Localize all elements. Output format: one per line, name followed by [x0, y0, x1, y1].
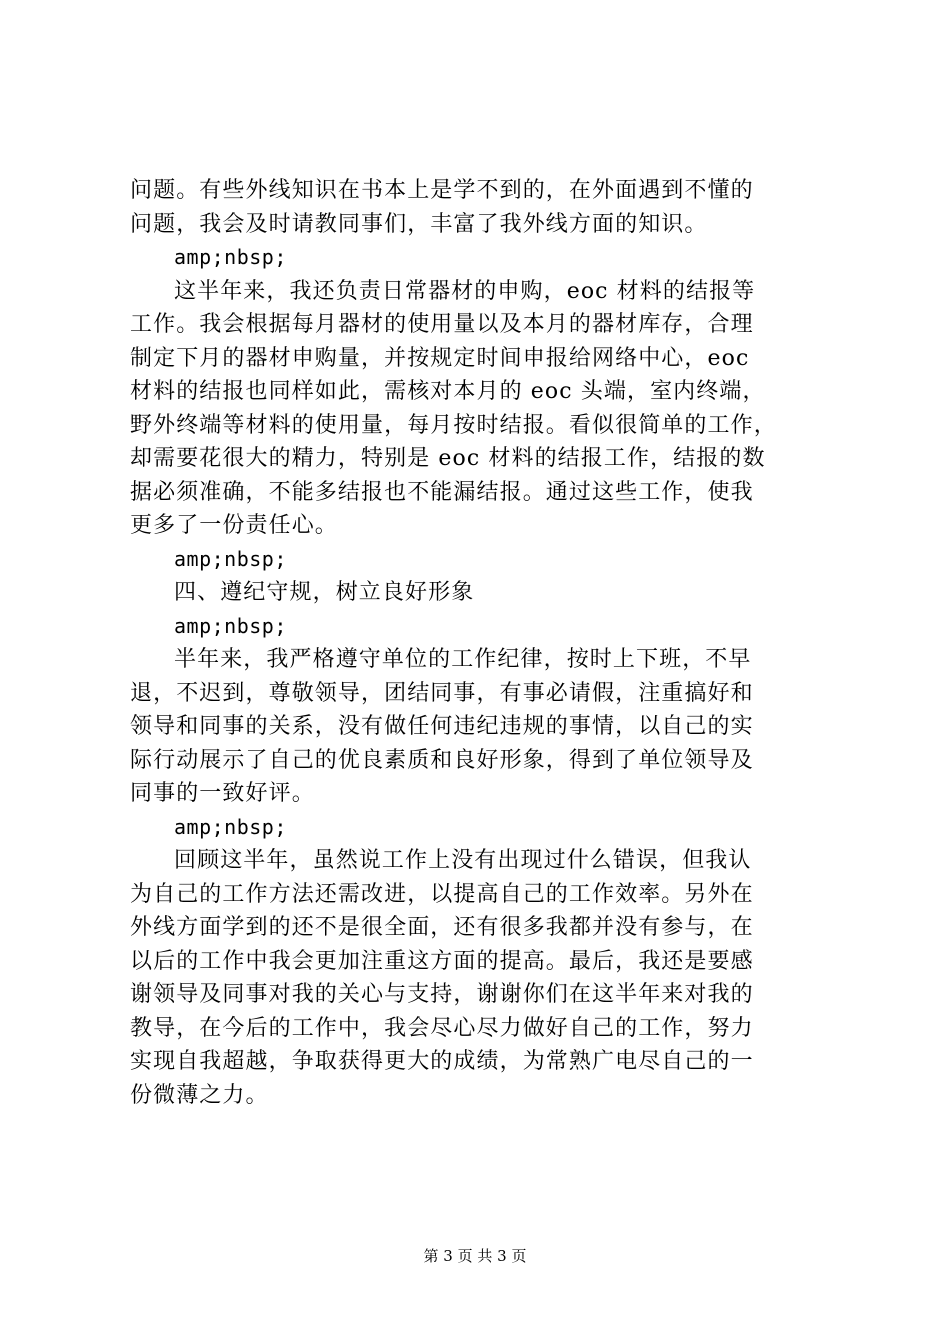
paragraph-line: 工作。我会根据每月器材的使用量以及本月的器材库存，合理: [130, 312, 754, 337]
paragraph-line: 外线方面学到的还不是很全面，还有很多我都并没有参与，在: [130, 915, 754, 940]
paragraph-line: 却需要花很大的精力，特别是 eoc 材料的结报工作，结报的数: [130, 446, 766, 471]
paragraph-line: 材料的结报也同样如此，需核对本月的 eoc 头端，室内终端，: [130, 379, 766, 404]
paragraph-line: 问题。有些外线知识在书本上是学不到的，在外面遇到不懂的: [130, 178, 754, 203]
paragraph-line: 教导，在今后的工作中，我会尽心尽力做好自己的工作，努力: [130, 1015, 754, 1041]
paragraph-line: 实现自我超越，争取获得更大的成绩，为常熟广电尽自己的一: [130, 1049, 754, 1074]
paragraph-line: 野外终端等材料的使用量，每月按时结报。看似很简单的工作，: [130, 412, 777, 438]
nbsp-artifact-line: amp;nbsp;: [174, 245, 287, 269]
paragraph-line: 这半年来，我还负责日常器材的申购，eoc 材料的结报等: [174, 278, 756, 304]
paragraph-line: 际行动展示了自己的优良素质和良好形象，得到了单位领导及: [130, 747, 754, 773]
paragraph-line: 份微薄之力。: [130, 1082, 269, 1108]
document-body: [130, 174, 830, 1112]
page-footer: 第 3 页 共 3 页: [423, 1247, 527, 1265]
paragraph-line: 为自己的工作方法还需改进，以提高自己的工作效率。另外在: [130, 881, 754, 907]
paragraph-line: 据必须准确，不能多结报也不能漏结报。通过这些工作，使我: [130, 479, 754, 505]
paragraph-line: 问题，我会及时请教同事们，丰富了我外线方面的知识。: [130, 211, 708, 237]
paragraph-line: 同事的一致好评。: [130, 781, 315, 806]
paragraph-line: 四、遵纪守规，树立良好形象: [174, 580, 475, 605]
paragraph-line: 更多了一份责任心。: [130, 513, 338, 538]
paragraph-line: 以后的工作中我会更加注重这方面的提高。最后，我还是要感: [130, 948, 754, 974]
nbsp-artifact-line: amp;nbsp;: [174, 546, 287, 571]
paragraph-line: 谢领导及同事对我的关心与支持，谢谢你们在这半年来对我的: [130, 982, 754, 1007]
paragraph-line: 退，不迟到，尊敬领导，团结同事，有事必请假，注重搞好和: [130, 680, 754, 706]
paragraph-line: 领导和同事的关系，没有做任何违纪违规的事情，以自己的实: [130, 714, 754, 739]
paragraph-line: 制定下月的器材申购量，并按规定时间申报给网络中心，eoc: [130, 345, 750, 371]
paragraph-line: 半年来，我严格遵守单位的工作纪律，按时上下班，不早: [174, 647, 752, 672]
nbsp-artifact-line: amp;nbsp;: [174, 814, 287, 839]
paragraph-line: 回顾这半年，虽然说工作上没有出现过什么错误，但我认: [174, 848, 752, 873]
nbsp-artifact-line: amp;nbsp;: [174, 613, 287, 638]
